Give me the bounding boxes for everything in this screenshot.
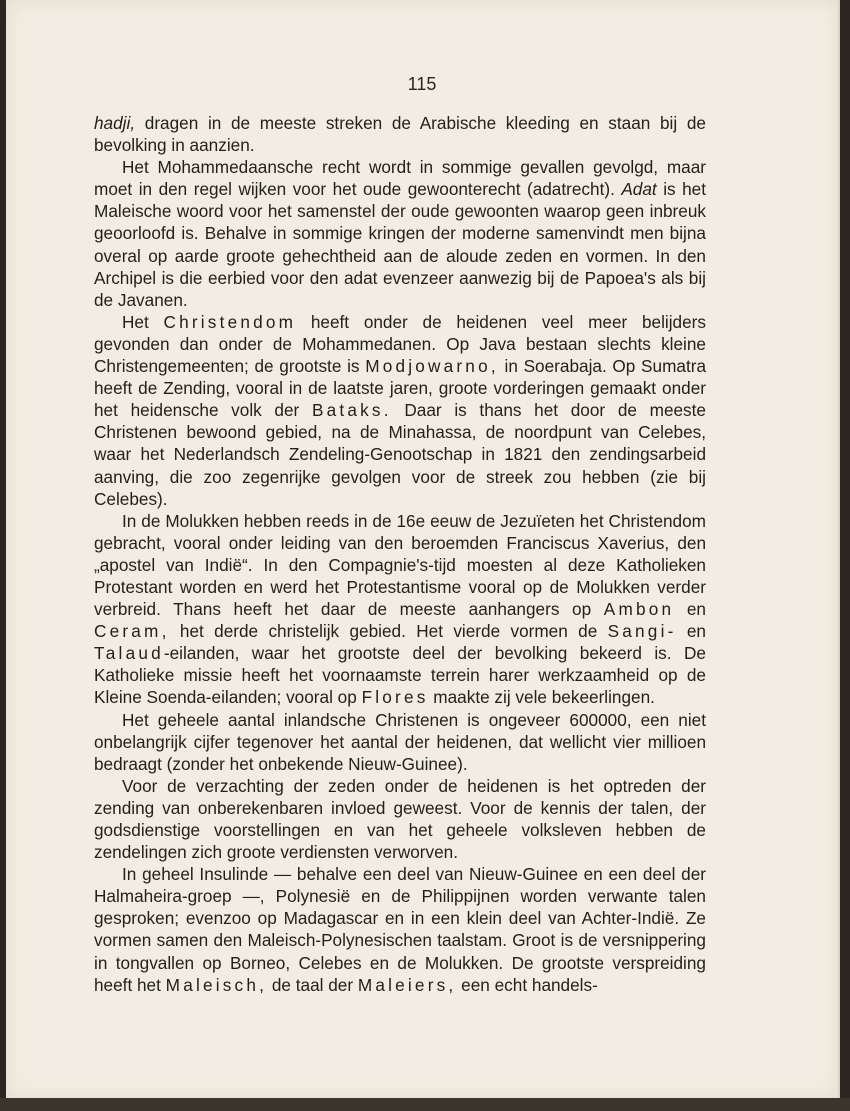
- taal-text-1: In geheel Insulinde — behalve een deel van Nieuw-Guinee en een deel der Halmaheira-groep —, Polynesië en de Philippijnen worden verwante talen gesproken; evenzoo op Madagascar en in een klein deel van Achter-Indië. Ze vormen samen den Maleisch-Polynesischen taalstam. Groot is de versnippering in tongvallen op Borneo, Celebes en de Molukken. De grootste verspreiding heeft het: [94, 864, 706, 995]
- molukken-text-3: -eilanden, waar het grootste deel der bevolking bekeerd is. De Katholieke missie heeft het voornaamste terrein harer werkzaamheid op de Kleine Soenda-eilanden; vooral op: [94, 643, 706, 708]
- spaced-term-modjowarno: Modjowarno,: [365, 356, 499, 377]
- scan-border: [0, 1098, 850, 1111]
- molukken-text-4: maakte zij vele bekeerlingen.: [428, 687, 655, 708]
- book-page: [6, 0, 840, 1098]
- christendom-text-3: Daar is thans het door de meeste Christenen bewoond gebied, na de Minahassa, de noordpunt van Celebes, waar het Nederlandsch Zendeling-Genootschap in 1821 den zendingsarbeid aanving, die zoo zegenrijke gevolgen voor de streek zou hebben (zie bij Celebes).: [94, 400, 706, 509]
- spaced-term-christendom: Christendom: [163, 311, 297, 332]
- spaced-term-ceram: Ceram,: [94, 621, 170, 642]
- molukken-text-1: In de Molukken hebben reeds in de 16e eeuw de Jezuïeten het Christendom gebracht, vooral onder leiding van den beroemden Franciscus Xaverius, den „apostel van Indië“. In den Compagnie's-tijd moesten al deze Katholieken Protestant worden en werd het Protestantisme vooral op de Molukken verder verbreid. Thans heeft het daar de meeste aanhangers op: [94, 510, 706, 620]
- italic-term-adat: Adat: [621, 179, 657, 200]
- paragraph-recht-text-b: is het Maleische woord voor het samenstel der oude gewoonten waarop geen inbreuk geoorloofd is. Behalve in sommige kringen der moderne samenvindt men bijna overal op aarde groote gehechtheid aan de aloude zeden en vormen. In den Archipel is die eerbied voor den adat evenzeer aanwezig bij de Papoea's als bij de Javanen.: [94, 179, 706, 310]
- paragraph-hadji-text: dragen in de meeste streken de Arabische kleeding en staan bij de bevolking in aanzien.: [94, 113, 706, 156]
- italic-term-hadji: hadji,: [94, 113, 136, 133]
- paragraph-christendom: [94, 311, 706, 510]
- molukken-text-2: het derde christelijk gebied. Het vierde vormen de: [169, 621, 608, 642]
- paragraph-taal: [94, 863, 706, 996]
- paragraph-recht: [94, 156, 706, 311]
- spaced-term-sangi: Sangi-: [607, 621, 677, 642]
- paragraph-zending: Voor de verzachting der zeden onder de heidenen is het optreden der zending van onberekenbaren invloed geweest. Voor de kennis der talen, der godsdienstige voorstellingen en van het geheele volksleven hebben de zendelingen zich groote verdiensten verworven.: [94, 775, 706, 863]
- spaced-term-maleiers: Maleiers,: [357, 974, 457, 995]
- christendom-text-2: in Soerabaja. Op Sumatra heeft de Zending, vooral in de laatste jaren, groote vorderingen gemaakt onder het heidensche volk der: [94, 356, 706, 421]
- page-number: 115: [407, 74, 437, 94]
- paragraph-recht-text-a: Het Mohammedaansche recht wordt in sommige gevallen gevolgd, maar moet in den regel wijken voor het oude gewoonterecht (adatrecht).: [94, 157, 706, 200]
- molukken-en-2: en: [676, 621, 706, 642]
- molukken-en: en: [674, 599, 706, 620]
- paragraph-hadji: [94, 112, 706, 156]
- christendom-text-1: heeft onder de heidenen veel meer belijders gevonden dan onder de Mohammedanen. Op Java bestaan slechts kleine Christengemeenten; de grootste is: [94, 311, 706, 377]
- body-text: [94, 112, 706, 996]
- paragraph-molukken: [94, 510, 706, 709]
- paragraph-aantal: Het geheele aantal inlandsche Christenen is ongeveer 600000, een niet onbelangrijk cijfer tegenover het aantal der heidenen, dat wellicht vier millioen bedraagt (zonder het onbekende Nieuw-Guinee).: [94, 709, 706, 774]
- spaced-term-flores: Flores: [361, 687, 429, 708]
- spaced-term-ambon: Ambon: [603, 599, 675, 620]
- christendom-lead: Het: [122, 311, 164, 332]
- spaced-term-talaud: Talaud: [94, 643, 164, 664]
- taal-text-3: een echt handels-: [456, 974, 598, 995]
- spaced-term-maleisch: Maleisch,: [165, 974, 268, 995]
- spaced-term-bataks: Bataks.: [311, 400, 392, 421]
- taal-text-2: de taal der: [267, 974, 358, 995]
